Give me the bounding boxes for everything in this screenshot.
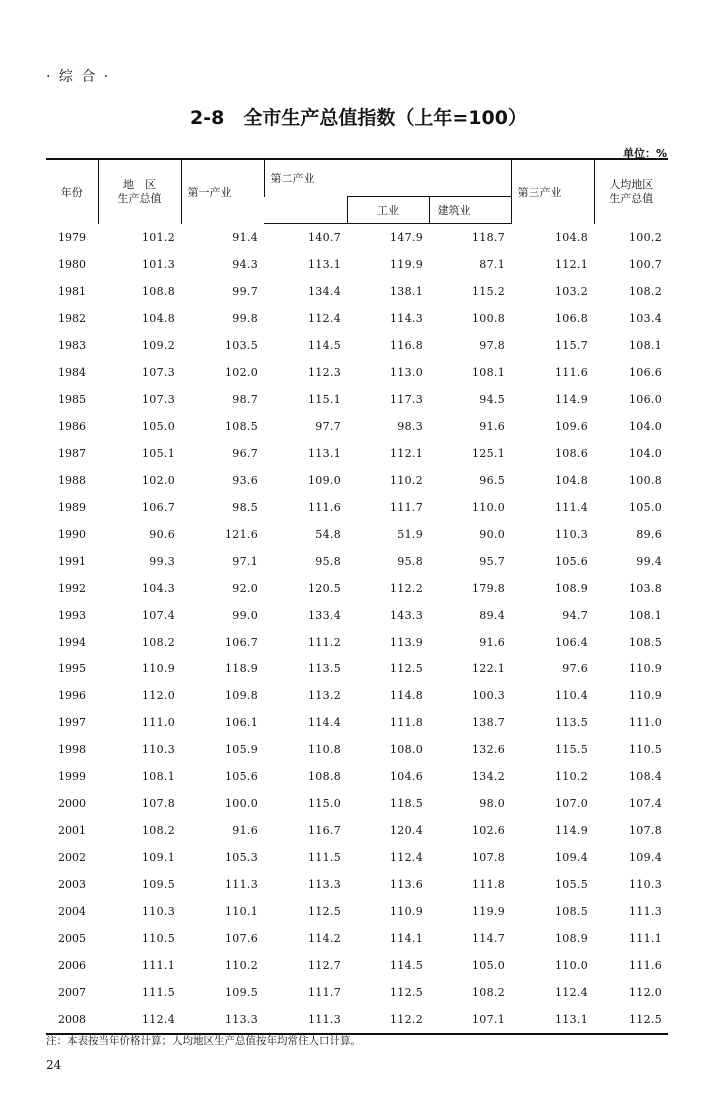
year-cell: 1986 bbox=[58, 419, 86, 433]
year-cell: 1996 bbox=[58, 689, 86, 703]
year-cell: 2003 bbox=[58, 878, 86, 892]
value-cell: 112.3 bbox=[308, 365, 341, 379]
value-cell: 143.3 bbox=[390, 608, 423, 622]
table-row bbox=[46, 709, 668, 736]
value-cell: 99.4 bbox=[636, 554, 662, 568]
value-cell: 92.0 bbox=[232, 581, 258, 595]
table-row bbox=[46, 602, 668, 629]
value-cell: 101.2 bbox=[142, 230, 175, 244]
value-cell: 120.5 bbox=[308, 581, 341, 595]
value-cell: 179.8 bbox=[472, 581, 505, 595]
value-cell: 114.4 bbox=[308, 716, 341, 730]
value-cell: 105.0 bbox=[142, 419, 175, 433]
value-cell: 96.7 bbox=[232, 446, 258, 460]
value-cell: 112.2 bbox=[390, 581, 423, 595]
header-construction: 建筑业 bbox=[429, 197, 511, 224]
year-cell: 2000 bbox=[58, 797, 86, 811]
value-cell: 91.6 bbox=[479, 419, 505, 433]
value-cell: 114.7 bbox=[472, 932, 505, 946]
value-cell: 106.1 bbox=[225, 716, 258, 730]
value-cell: 94.3 bbox=[232, 257, 258, 271]
value-cell: 105.0 bbox=[629, 500, 662, 514]
value-cell: 114.9 bbox=[555, 392, 588, 406]
value-cell: 104.8 bbox=[555, 230, 588, 244]
value-cell: 111.8 bbox=[390, 716, 423, 730]
year-cell: 1994 bbox=[58, 635, 86, 649]
value-cell: 113.1 bbox=[511, 1006, 594, 1034]
value-cell: 95.7 bbox=[479, 554, 505, 568]
table-row bbox=[46, 1006, 668, 1034]
value-cell: 91.6 bbox=[479, 635, 505, 649]
table-header bbox=[46, 159, 668, 224]
value-cell: 100.8 bbox=[472, 311, 505, 325]
value-cell: 138.1 bbox=[390, 284, 423, 298]
value-cell: 110.1 bbox=[225, 905, 258, 919]
value-cell: 107.8 bbox=[472, 851, 505, 865]
value-cell: 113.9 bbox=[390, 635, 423, 649]
value-cell: 110.3 bbox=[142, 743, 175, 757]
header-per-capita bbox=[594, 159, 668, 224]
table-row bbox=[46, 467, 668, 494]
year-cell: 1983 bbox=[58, 338, 86, 352]
value-cell: 107.1 bbox=[429, 1006, 511, 1034]
table-row bbox=[46, 682, 668, 709]
table-row bbox=[46, 332, 668, 359]
value-cell: 113.3 bbox=[308, 878, 341, 892]
value-cell: 112.1 bbox=[555, 257, 588, 271]
value-cell: 111.5 bbox=[308, 851, 341, 865]
value-cell: 111.6 bbox=[308, 500, 341, 514]
table-row bbox=[46, 736, 668, 763]
header-per-capita-line2: 生产总值 bbox=[609, 191, 654, 205]
table-row bbox=[46, 359, 668, 386]
value-cell: 112.0 bbox=[142, 689, 175, 703]
table-row bbox=[46, 224, 668, 251]
value-cell: 107.3 bbox=[142, 365, 175, 379]
table-footnote: 注：本表按当年价格计算；人均地区生产总值按年均常住人口计算。 bbox=[46, 1035, 361, 1047]
table-row bbox=[46, 629, 668, 656]
value-cell: 104.3 bbox=[142, 581, 175, 595]
table-row bbox=[46, 952, 668, 979]
value-cell: 97.8 bbox=[479, 338, 505, 352]
value-cell: 100.7 bbox=[629, 257, 662, 271]
table-row bbox=[46, 386, 668, 413]
table-row bbox=[46, 521, 668, 548]
value-cell: 108.1 bbox=[629, 338, 662, 352]
value-cell: 110.2 bbox=[390, 473, 423, 487]
value-cell: 108.2 bbox=[142, 824, 175, 838]
table-row bbox=[46, 925, 668, 952]
value-cell: 108.5 bbox=[225, 419, 258, 433]
value-cell: 97.6 bbox=[562, 662, 588, 676]
value-cell: 99.7 bbox=[232, 284, 258, 298]
value-cell: 133.4 bbox=[308, 608, 341, 622]
value-cell: 89.6 bbox=[636, 527, 662, 541]
value-cell: 113.5 bbox=[308, 662, 341, 676]
header-year: 年份 bbox=[46, 159, 98, 224]
value-cell: 121.6 bbox=[225, 527, 258, 541]
year-cell: 1999 bbox=[58, 770, 86, 784]
value-cell: 110.3 bbox=[142, 905, 175, 919]
value-cell: 106.7 bbox=[225, 635, 258, 649]
table-row bbox=[46, 494, 668, 521]
value-cell: 116.7 bbox=[308, 824, 341, 838]
value-cell: 115.5 bbox=[555, 743, 588, 757]
value-cell: 104.8 bbox=[142, 311, 175, 325]
header-secondary-bottom bbox=[264, 197, 347, 224]
value-cell: 114.9 bbox=[555, 824, 588, 838]
value-cell: 109.6 bbox=[555, 419, 588, 433]
value-cell: 113.1 bbox=[308, 257, 341, 271]
value-cell: 111.0 bbox=[629, 716, 662, 730]
value-cell: 125.1 bbox=[472, 446, 505, 460]
value-cell: 97.1 bbox=[232, 554, 258, 568]
value-cell: 112.4 bbox=[555, 986, 588, 1000]
value-cell: 109.4 bbox=[629, 851, 662, 865]
header-gdp-line2: 生产总值 bbox=[117, 191, 162, 205]
value-cell: 118.7 bbox=[472, 230, 505, 244]
value-cell: 111.3 bbox=[225, 878, 258, 892]
value-cell: 104.0 bbox=[629, 419, 662, 433]
value-cell: 111.6 bbox=[629, 959, 662, 973]
table-row bbox=[46, 790, 668, 817]
value-cell: 108.9 bbox=[555, 932, 588, 946]
table-row bbox=[46, 440, 668, 467]
value-cell: 104.8 bbox=[555, 473, 588, 487]
value-cell: 108.5 bbox=[555, 905, 588, 919]
value-cell: 103.2 bbox=[555, 284, 588, 298]
value-cell: 110.2 bbox=[555, 770, 588, 784]
value-cell: 120.4 bbox=[390, 824, 423, 838]
value-cell: 116.8 bbox=[390, 338, 423, 352]
value-cell: 134.4 bbox=[308, 284, 341, 298]
value-cell: 108.1 bbox=[629, 608, 662, 622]
year-cell: 1989 bbox=[58, 500, 86, 514]
value-cell: 111.7 bbox=[308, 986, 341, 1000]
table-row bbox=[46, 979, 668, 1006]
year-cell: 2008 bbox=[46, 1006, 98, 1034]
value-cell: 115.2 bbox=[472, 284, 505, 298]
value-cell: 113.5 bbox=[555, 716, 588, 730]
value-cell: 119.9 bbox=[472, 905, 505, 919]
table-row bbox=[46, 305, 668, 332]
value-cell: 107.6 bbox=[225, 932, 258, 946]
value-cell: 112.5 bbox=[308, 905, 341, 919]
value-cell: 109.5 bbox=[142, 878, 175, 892]
header-secondary: 第二产业 bbox=[264, 159, 347, 197]
value-cell: 112.5 bbox=[390, 986, 423, 1000]
value-cell: 106.0 bbox=[629, 392, 662, 406]
table-body bbox=[46, 224, 668, 1035]
value-cell: 114.5 bbox=[308, 338, 341, 352]
value-cell: 115.0 bbox=[308, 797, 341, 811]
value-cell: 110.5 bbox=[142, 932, 175, 946]
year-cell: 1984 bbox=[58, 365, 86, 379]
year-cell: 1982 bbox=[58, 311, 86, 325]
value-cell: 103.5 bbox=[225, 338, 258, 352]
value-cell: 111.5 bbox=[142, 986, 175, 1000]
header-tertiary: 第三产业 bbox=[511, 159, 594, 224]
value-cell: 112.4 bbox=[308, 311, 341, 325]
value-cell: 99.8 bbox=[232, 311, 258, 325]
year-cell: 1979 bbox=[58, 230, 86, 244]
value-cell: 106.7 bbox=[142, 500, 175, 514]
table-row bbox=[46, 656, 668, 683]
value-cell: 108.6 bbox=[555, 446, 588, 460]
header-per-capita-line1: 人均地区 bbox=[609, 177, 654, 191]
value-cell: 112.2 bbox=[347, 1006, 429, 1034]
value-cell: 97.7 bbox=[315, 419, 341, 433]
value-cell: 51.9 bbox=[397, 527, 423, 541]
value-cell: 110.2 bbox=[225, 959, 258, 973]
value-cell: 108.0 bbox=[390, 743, 423, 757]
value-cell: 111.3 bbox=[264, 1006, 347, 1034]
value-cell: 91.6 bbox=[232, 824, 258, 838]
value-cell: 109.5 bbox=[225, 986, 258, 1000]
value-cell: 109.2 bbox=[142, 338, 175, 352]
value-cell: 105.9 bbox=[225, 743, 258, 757]
table-row bbox=[46, 844, 668, 871]
year-cell: 1980 bbox=[58, 257, 86, 271]
value-cell: 108.2 bbox=[629, 284, 662, 298]
value-cell: 101.3 bbox=[142, 257, 175, 271]
year-cell: 1988 bbox=[58, 473, 86, 487]
value-cell: 104.0 bbox=[629, 446, 662, 460]
value-cell: 132.6 bbox=[472, 743, 505, 757]
value-cell: 91.4 bbox=[232, 230, 258, 244]
value-cell: 111.6 bbox=[555, 365, 588, 379]
value-cell: 138.7 bbox=[472, 716, 505, 730]
value-cell: 102.6 bbox=[472, 824, 505, 838]
section-label: · 综 合 · bbox=[46, 69, 111, 85]
value-cell: 108.4 bbox=[629, 770, 662, 784]
value-cell: 89.4 bbox=[479, 608, 505, 622]
value-cell: 110.3 bbox=[629, 878, 662, 892]
year-cell: 2002 bbox=[58, 851, 86, 865]
value-cell: 108.1 bbox=[472, 365, 505, 379]
value-cell: 103.8 bbox=[629, 581, 662, 595]
value-cell: 99.3 bbox=[149, 554, 175, 568]
value-cell: 99.0 bbox=[232, 608, 258, 622]
value-cell: 90.0 bbox=[479, 527, 505, 541]
value-cell: 105.1 bbox=[142, 446, 175, 460]
value-cell: 108.8 bbox=[308, 770, 341, 784]
value-cell: 118.9 bbox=[225, 662, 258, 676]
value-cell: 111.1 bbox=[629, 932, 662, 946]
value-cell: 114.8 bbox=[390, 689, 423, 703]
table-row bbox=[46, 413, 668, 440]
value-cell: 112.4 bbox=[98, 1006, 181, 1034]
year-cell: 1981 bbox=[58, 284, 86, 298]
value-cell: 105.0 bbox=[472, 959, 505, 973]
value-cell: 107.3 bbox=[142, 392, 175, 406]
value-cell: 147.9 bbox=[390, 230, 423, 244]
value-cell: 105.6 bbox=[225, 770, 258, 784]
year-cell: 2006 bbox=[58, 959, 86, 973]
value-cell: 100.8 bbox=[629, 473, 662, 487]
gdp-index-table bbox=[46, 158, 668, 1035]
table-row bbox=[46, 575, 668, 602]
header-industry: 工业 bbox=[347, 197, 429, 224]
value-cell: 106.6 bbox=[629, 365, 662, 379]
value-cell: 94.5 bbox=[479, 392, 505, 406]
year-cell: 1995 bbox=[58, 662, 86, 676]
value-cell: 113.0 bbox=[390, 365, 423, 379]
year-cell: 2005 bbox=[58, 932, 86, 946]
value-cell: 140.7 bbox=[308, 230, 341, 244]
value-cell: 112.7 bbox=[308, 959, 341, 973]
value-cell: 111.1 bbox=[142, 959, 175, 973]
table-row bbox=[46, 763, 668, 790]
year-cell: 1991 bbox=[58, 554, 86, 568]
value-cell: 105.3 bbox=[225, 851, 258, 865]
year-cell: 2004 bbox=[58, 905, 86, 919]
value-cell: 110.4 bbox=[555, 689, 588, 703]
value-cell: 105.6 bbox=[555, 554, 588, 568]
value-cell: 134.2 bbox=[472, 770, 505, 784]
value-cell: 109.4 bbox=[555, 851, 588, 865]
value-cell: 111.2 bbox=[308, 635, 341, 649]
value-cell: 111.4 bbox=[555, 500, 588, 514]
value-cell: 108.8 bbox=[142, 284, 175, 298]
value-cell: 108.2 bbox=[472, 986, 505, 1000]
page-title: 2-8 全市生产总值指数（上年=100） bbox=[190, 107, 527, 129]
value-cell: 102.0 bbox=[225, 365, 258, 379]
table-row bbox=[46, 817, 668, 844]
value-cell: 107.8 bbox=[142, 797, 175, 811]
value-cell: 107.4 bbox=[142, 608, 175, 622]
value-cell: 110.0 bbox=[555, 959, 588, 973]
value-cell: 113.3 bbox=[181, 1006, 264, 1034]
table-row bbox=[46, 898, 668, 925]
value-cell: 111.8 bbox=[472, 878, 505, 892]
value-cell: 110.9 bbox=[390, 905, 423, 919]
value-cell: 102.0 bbox=[142, 473, 175, 487]
value-cell: 93.6 bbox=[232, 473, 258, 487]
value-cell: 103.4 bbox=[629, 311, 662, 325]
value-cell: 110.3 bbox=[555, 527, 588, 541]
year-cell: 1997 bbox=[58, 716, 86, 730]
value-cell: 107.4 bbox=[629, 797, 662, 811]
value-cell: 110.0 bbox=[472, 500, 505, 514]
value-cell: 113.6 bbox=[390, 878, 423, 892]
value-cell: 118.5 bbox=[390, 797, 423, 811]
value-cell: 98.0 bbox=[479, 797, 505, 811]
value-cell: 110.5 bbox=[629, 743, 662, 757]
header-primary: 第一产业 bbox=[181, 159, 264, 224]
value-cell: 106.8 bbox=[555, 311, 588, 325]
value-cell: 110.9 bbox=[629, 689, 662, 703]
value-cell: 109.0 bbox=[308, 473, 341, 487]
value-cell: 112.4 bbox=[390, 851, 423, 865]
value-cell: 114.1 bbox=[390, 932, 423, 946]
table-row bbox=[46, 871, 668, 898]
value-cell: 110.9 bbox=[629, 662, 662, 676]
year-cell: 1992 bbox=[58, 581, 86, 595]
value-cell: 98.3 bbox=[397, 419, 423, 433]
table-row bbox=[46, 278, 668, 305]
value-cell: 98.5 bbox=[232, 500, 258, 514]
value-cell: 115.1 bbox=[308, 392, 341, 406]
value-cell: 117.3 bbox=[390, 392, 423, 406]
value-cell: 112.1 bbox=[390, 446, 423, 460]
header-secondary-spacer bbox=[429, 159, 511, 197]
value-cell: 104.6 bbox=[390, 770, 423, 784]
table-row bbox=[46, 251, 668, 278]
table-row bbox=[46, 548, 668, 575]
value-cell: 109.1 bbox=[142, 851, 175, 865]
value-cell: 100.3 bbox=[472, 689, 505, 703]
value-cell: 54.8 bbox=[315, 527, 341, 541]
value-cell: 108.1 bbox=[142, 770, 175, 784]
year-cell: 2001 bbox=[58, 824, 86, 838]
value-cell: 114.2 bbox=[308, 932, 341, 946]
year-cell: 1985 bbox=[58, 392, 86, 406]
value-cell: 112.5 bbox=[594, 1006, 668, 1034]
value-cell: 112.5 bbox=[390, 662, 423, 676]
value-cell: 122.1 bbox=[472, 662, 505, 676]
value-cell: 115.7 bbox=[555, 338, 588, 352]
value-cell: 113.1 bbox=[308, 446, 341, 460]
value-cell: 105.5 bbox=[555, 878, 588, 892]
value-cell: 107.8 bbox=[629, 824, 662, 838]
year-cell: 1993 bbox=[58, 608, 86, 622]
value-cell: 106.4 bbox=[555, 635, 588, 649]
value-cell: 114.5 bbox=[390, 959, 423, 973]
header-gdp bbox=[98, 159, 181, 224]
value-cell: 108.9 bbox=[555, 581, 588, 595]
value-cell: 107.0 bbox=[555, 797, 588, 811]
value-cell: 111.7 bbox=[390, 500, 423, 514]
header-secondary-spacer bbox=[347, 159, 429, 197]
value-cell: 95.8 bbox=[315, 554, 341, 568]
value-cell: 111.0 bbox=[142, 716, 175, 730]
value-cell: 108.5 bbox=[629, 635, 662, 649]
value-cell: 114.3 bbox=[390, 311, 423, 325]
value-cell: 96.5 bbox=[479, 473, 505, 487]
value-cell: 94.7 bbox=[562, 608, 588, 622]
value-cell: 100.0 bbox=[225, 797, 258, 811]
value-cell: 108.2 bbox=[142, 635, 175, 649]
year-cell: 2007 bbox=[58, 986, 86, 1000]
value-cell: 113.2 bbox=[308, 689, 341, 703]
value-cell: 87.1 bbox=[479, 257, 505, 271]
value-cell: 111.3 bbox=[629, 905, 662, 919]
value-cell: 90.6 bbox=[149, 527, 175, 541]
unit-label: 单位：% bbox=[622, 147, 667, 160]
value-cell: 100.2 bbox=[629, 230, 662, 244]
value-cell: 95.8 bbox=[397, 554, 423, 568]
year-cell: 1987 bbox=[58, 446, 86, 460]
value-cell: 112.0 bbox=[629, 986, 662, 1000]
value-cell: 110.9 bbox=[142, 662, 175, 676]
year-cell: 1998 bbox=[58, 743, 86, 757]
value-cell: 98.7 bbox=[232, 392, 258, 406]
value-cell: 110.8 bbox=[308, 743, 341, 757]
page-number: 24 bbox=[46, 1058, 62, 1072]
header-gdp-line1: 地 区 bbox=[123, 177, 156, 191]
year-cell: 1990 bbox=[58, 527, 86, 541]
value-cell: 119.9 bbox=[390, 257, 423, 271]
value-cell: 109.8 bbox=[225, 689, 258, 703]
